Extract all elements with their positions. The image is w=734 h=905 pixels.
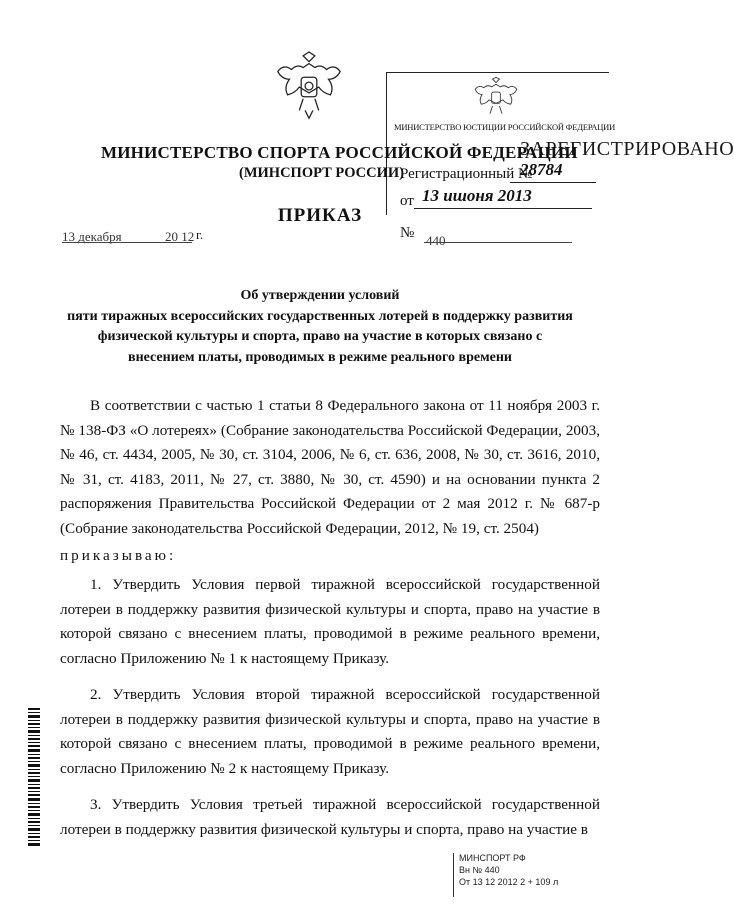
stamp-ministry-label: МИНИСТЕРСТВО ЮСТИЦИИ РОССИЙСКОЙ ФЕДЕРАЦИИ (394, 122, 616, 132)
order-title: ПРИКАЗ (277, 205, 363, 226)
stamp-regnum-value: 28784 (520, 160, 563, 179)
order-date-suffix: г. (196, 227, 204, 242)
preamble-paragraph: В соответствии с частью 1 статьи 8 Федерального закона от 11 ноября 2003 г. № 138-ФЗ «О лотереях» (Собрание законодательства Российской Федерации, 2003, № 46, ст. 4434, 2005, № 30, ст. 3104, 2006, № 6, ст. 636, 2008, № 30, ст. 3616, 2010, № 31, ст. 4183, 2011, № 27, ст. 3880, № 30, ст. 4590) и на основании пункта 2 распоряжения Правительства Российской Федерации от 2 мая 2012 г. № 687-р (Собрание законодательства Российской Федерации, 2012, № 19, ст. 2504) (60, 397, 600, 537)
order-item-2: 2. Утвердить Условия второй тиражной всероссийской государственной лотереи в поддержку развития физической культуры и спорта, право на участие в которой связано с внесением платы, проводимой в режиме реального времени, согласно Приложению № 2 к настоящему Приказу. (60, 686, 600, 777)
order-date: 13 декабря (62, 229, 122, 244)
incoming-stamp-line: Вн № 440 (459, 865, 500, 875)
subject-line: физической культуры и спорта, право на участие в которых связано с (97, 329, 543, 344)
order-item-1: 1. Утвердить Условия первой тиражной всероссийской государственной лотереи в поддержку развития физической культуры и спорта, право на участие в которой связано с внесением платы, проводимой в режиме реального времени, согласно Приложению № 1 к настоящему Приказу. (60, 576, 600, 667)
coat-of-arms-emblem (270, 50, 348, 128)
subject-line: пяти тиражных всероссийских государственных лотерей в поддержку развития (67, 308, 573, 324)
stamp-from-label: от (400, 193, 414, 209)
order-subject (60, 286, 580, 368)
order-date-year: 20 12 (165, 229, 195, 244)
incoming-stamp-line: МИНСПОРТ РФ (459, 853, 526, 863)
ministry-name: МИНИСТЕРСТВО СПОРТА РОССИЙСКОЙ ФЕДЕРАЦИИ (101, 143, 578, 162)
stamp-regnum-underline (510, 182, 596, 183)
barcode-graphic (28, 708, 40, 848)
stamp-registered-label: ЗАРЕГИСТРИРОВАНО (520, 138, 734, 160)
order-number-label: № (400, 225, 415, 241)
order-date-underline (62, 242, 192, 243)
incoming-stamp-bar (453, 853, 454, 897)
order-number-underline (424, 242, 572, 243)
subject-line: внесением платы, проводимых в режиме реального времени (128, 349, 512, 365)
stamp-emblem (470, 76, 522, 122)
order-item-3: 3. Утвердить Условия третьей тиражной всероссийской государственной лотереи в поддержку развития физической культуры и спорта, право на участие в (60, 796, 600, 838)
incoming-stamp (459, 852, 558, 888)
order-number-value: 440 (426, 233, 446, 248)
stamp-from-date: 13 ишоня 2013 (422, 186, 532, 205)
subject-line: Об утверждении условий (240, 288, 400, 303)
order-word: приказываю: (60, 547, 177, 564)
stamp-regnum-label: Регистрационный № (400, 166, 533, 182)
ministry-short-name: (МИНСПОРТ РОССИИ) (239, 165, 404, 181)
incoming-stamp-line: От 13 12 2012 2 + 109 л (459, 877, 559, 887)
